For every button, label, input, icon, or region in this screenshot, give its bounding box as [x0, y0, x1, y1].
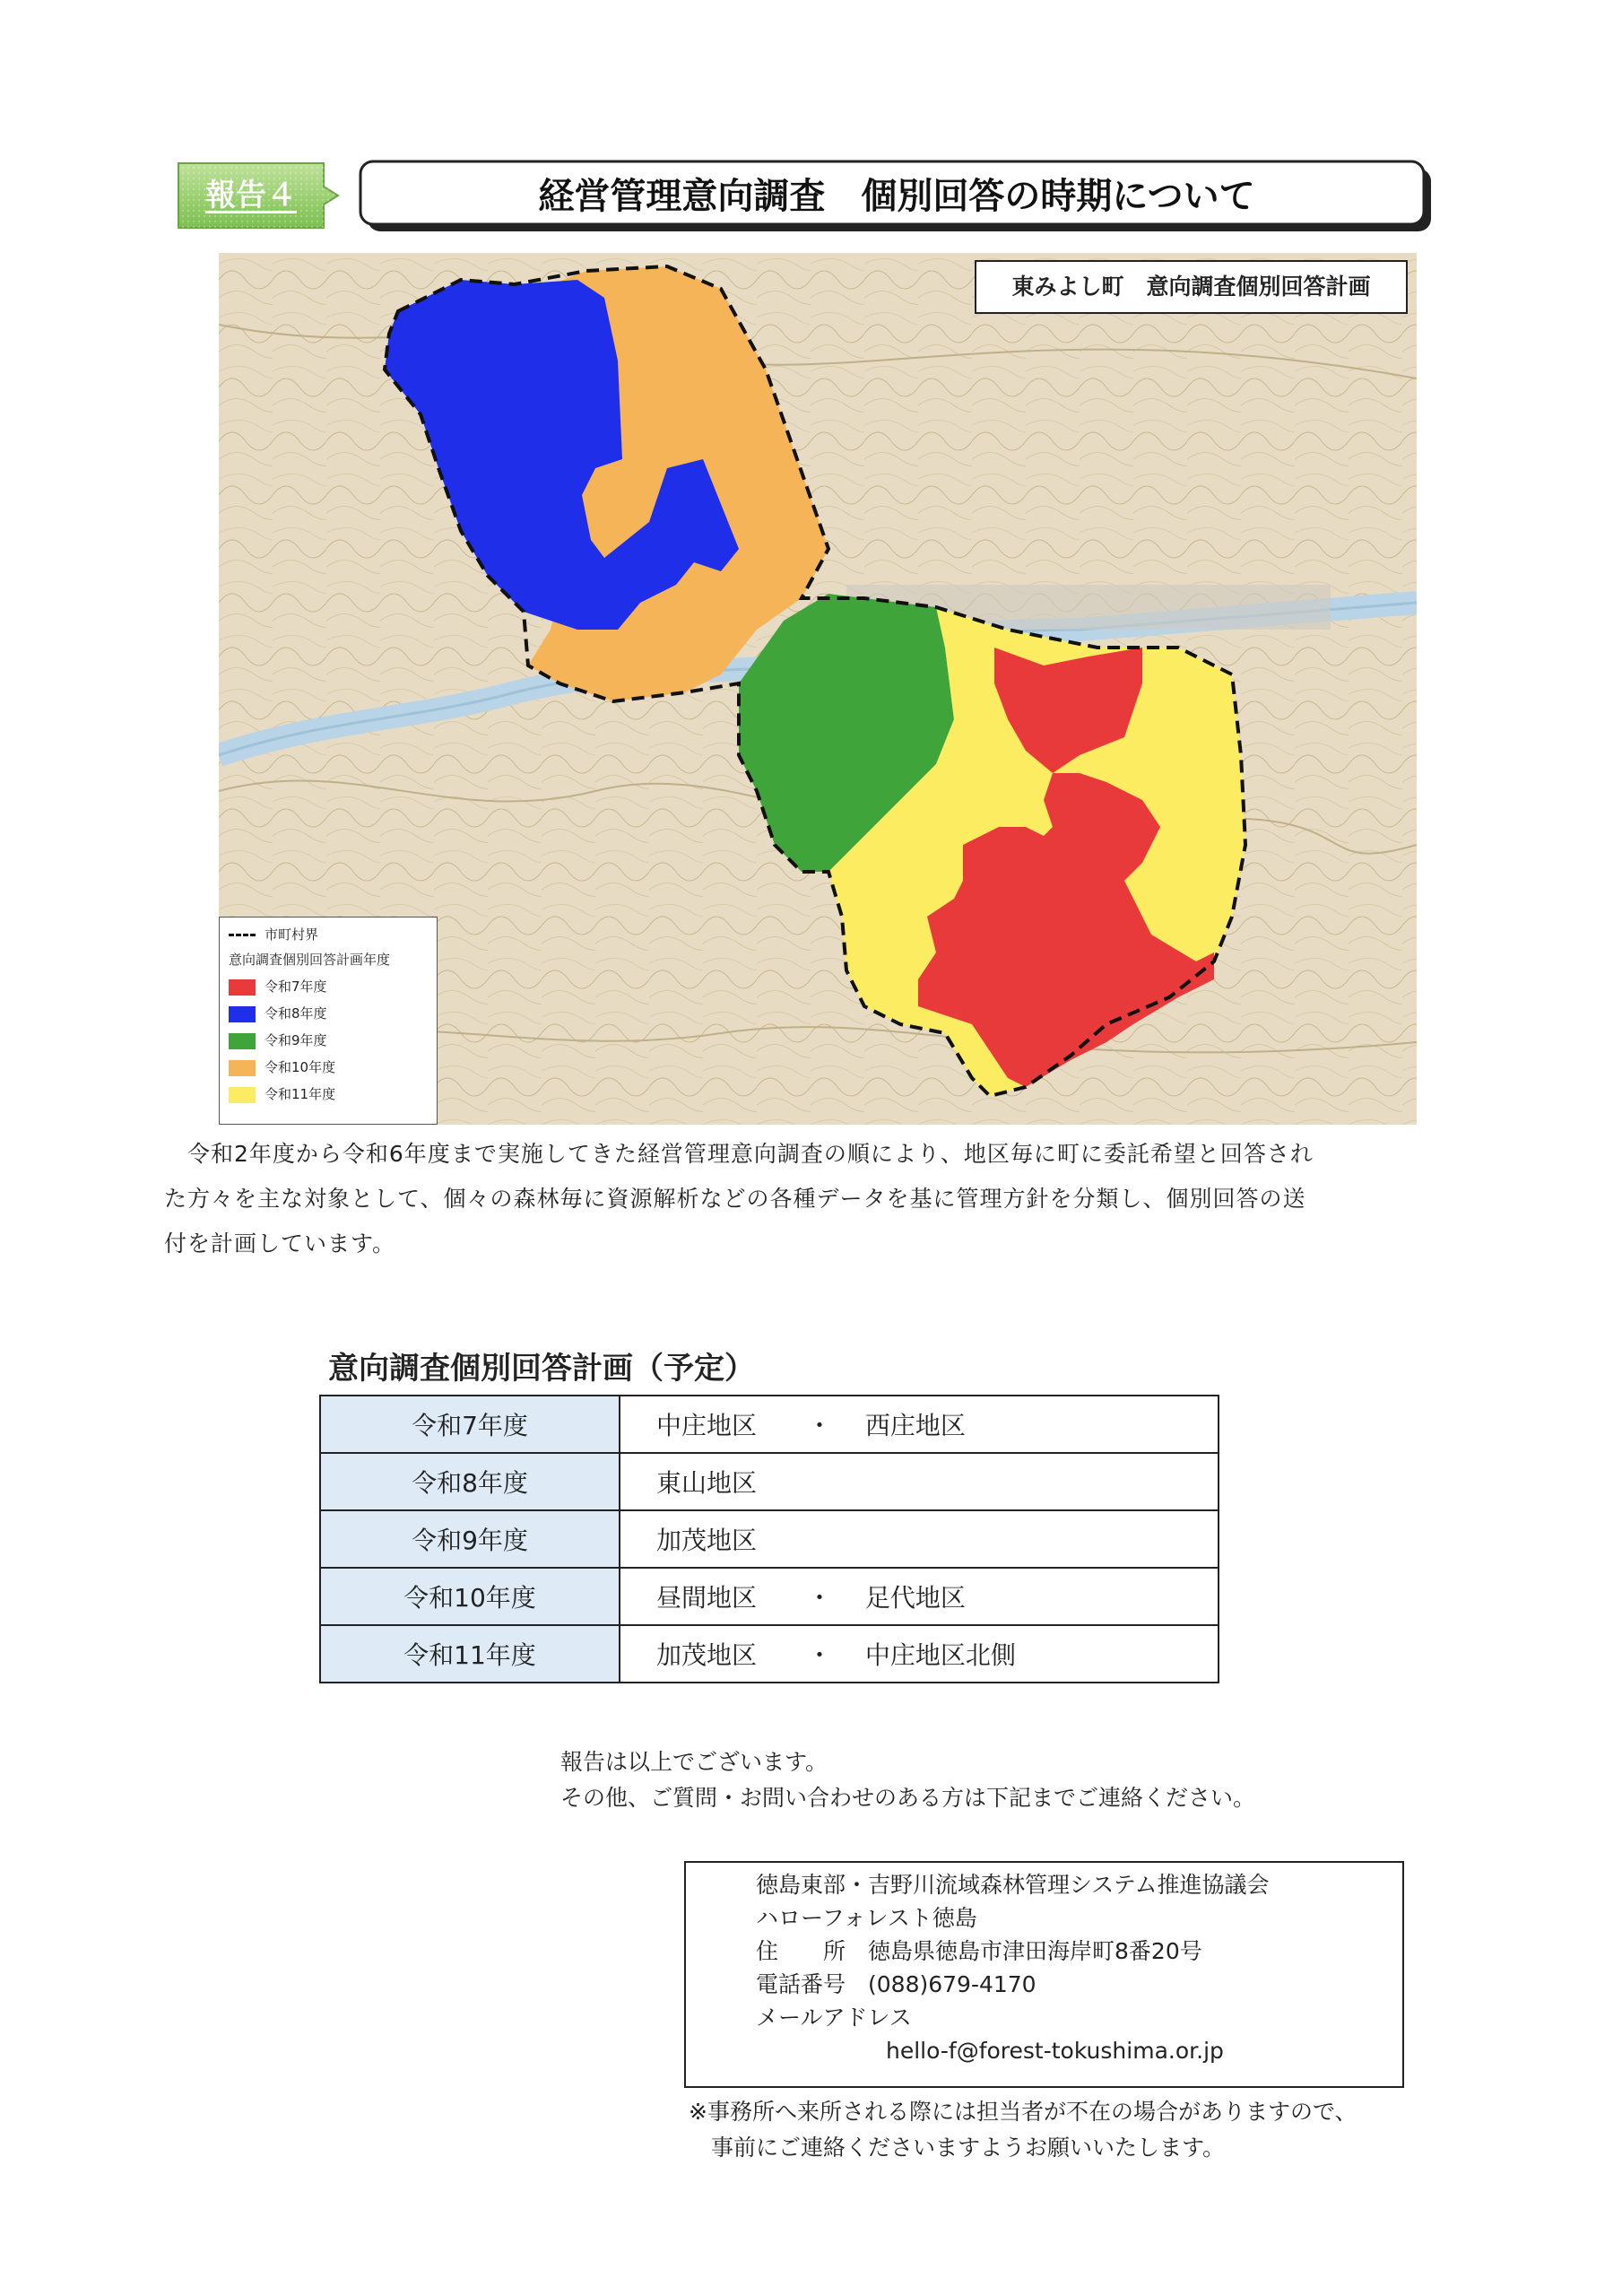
- page-title: 経営管理意向調査 個別回答の時期について: [538, 176, 1255, 217]
- contact-name: ハローフォレスト徳島: [756, 1905, 977, 1931]
- contact-email-label: メールアドレス: [756, 2005, 912, 2031]
- map-legend: [219, 917, 438, 1125]
- plan-year: 令和8年度: [320, 1453, 620, 1510]
- legend-item-r10: 令和10年度: [229, 1057, 335, 1077]
- contact-org: 徳島東部・吉野川流域森林管理システム推進協議会: [756, 1872, 1270, 1898]
- plan-table: [319, 1395, 1219, 1683]
- legend-item-r7: 令和7年度: [229, 977, 327, 996]
- closing-line: その他、ご質問・お問い合わせのある方は下記までご連絡ください。: [560, 1785, 1256, 1811]
- notice-text: [689, 2094, 1357, 2166]
- contact-box: [684, 1861, 1404, 2088]
- table-row: [320, 1453, 1219, 1510]
- swatch-orange: [229, 1060, 256, 1076]
- table-row: [320, 1625, 1219, 1683]
- swatch-yellow: [229, 1087, 256, 1103]
- legend-heading: 意向調査個別回答計画年度: [229, 952, 391, 968]
- plan-year: 令和10年度: [320, 1568, 620, 1625]
- legend-item-r8: 令和8年度: [229, 1004, 327, 1023]
- paragraph-line: 令和2年度から令和6年度まで実施してきた経営管理意向調査の順により、地区毎に町に委託希望と回答され: [164, 1141, 1314, 1167]
- table-row: [320, 1568, 1219, 1625]
- paragraph-line: 付を計画しています。: [164, 1231, 396, 1257]
- closing-line: 報告は以上でございます。: [560, 1749, 828, 1775]
- contact-email[interactable]: hello-f@forest-tokushima.or.jp: [886, 2038, 1224, 2064]
- description-paragraph: [164, 1132, 1437, 1266]
- notice-line: 事前にご連絡くださいますようお願いいたします。: [689, 2135, 1226, 2161]
- legend-item-r11: 令和11年度: [229, 1084, 335, 1104]
- swatch-blue: [229, 1006, 256, 1022]
- badge-label: 報告４: [205, 178, 297, 213]
- legend-item-r9: 令和9年度: [229, 1031, 327, 1050]
- report-badge: [175, 160, 341, 231]
- swatch-red: [229, 979, 256, 996]
- paragraph-line: た方々を主な対象として、個々の森林毎に資源解析などの各種データを基に管理方針を分類し、個別回答の送: [164, 1186, 1306, 1212]
- notice-line: ※事務所へ来所される際には担当者が不在の場合がありますので、: [689, 2099, 1357, 2125]
- plan-year: 令和11年度: [320, 1625, 620, 1683]
- swatch-green: [229, 1033, 256, 1049]
- plan-title: 意向調査個別回答計画（予定）: [328, 1351, 755, 1387]
- table-row: [320, 1396, 1219, 1453]
- contact-address: 住 所 徳島県徳島市津田海岸町8番20号: [756, 1938, 1202, 1964]
- plan-areas: 加茂地区 ・ 中庄地区北側: [620, 1625, 1219, 1683]
- map-label: 東みよし町 意向調査個別回答計画: [975, 260, 1408, 314]
- plan-year: 令和9年度: [320, 1510, 620, 1568]
- plan-areas: 東山地区: [620, 1453, 1219, 1510]
- district-map: [219, 253, 1417, 1125]
- plan-year: 令和7年度: [320, 1396, 620, 1453]
- table-row: [320, 1510, 1219, 1568]
- plan-areas: 昼間地区 ・ 足代地区: [620, 1568, 1219, 1625]
- legend-boundary: 市町村界: [229, 925, 318, 944]
- title-box: [359, 160, 1435, 233]
- contact-phone: 電話番号 (088)679-4170: [756, 1971, 1037, 1997]
- plan-areas: 中庄地区 ・ 西庄地区: [620, 1396, 1219, 1453]
- plan-areas: 加茂地区: [620, 1510, 1219, 1568]
- closing-text: [560, 1744, 1255, 1816]
- dash-line-icon: [229, 934, 256, 936]
